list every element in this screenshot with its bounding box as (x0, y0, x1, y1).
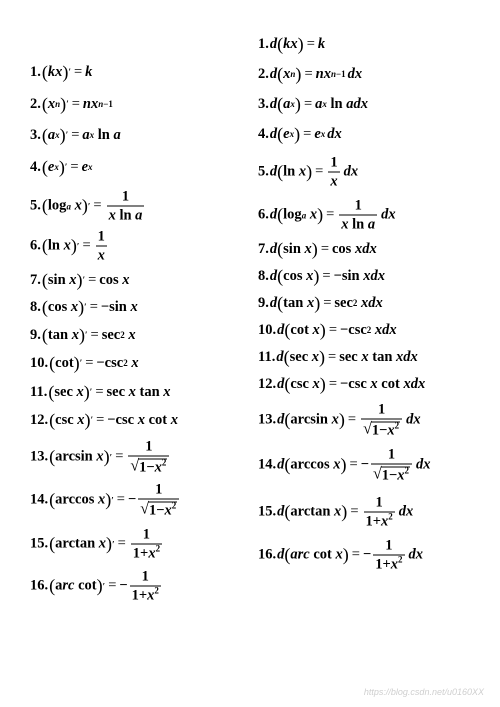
formula-number: 9. (30, 326, 41, 343)
differential-formula-7: 7. d ( sin x ) = cos xdx (258, 238, 377, 259)
formula-number: 2. (30, 95, 41, 112)
formula-number: 5. (258, 163, 269, 180)
formula-number: 4. (258, 125, 269, 142)
derivative-formula-14: 14. ( arccos x ) ′ = − 1 √ $1-x^2$ (30, 483, 181, 518)
formula-number: 6. (258, 206, 269, 223)
derivative-formula-4: 4. ( e x ) ′ = e x (30, 156, 93, 177)
formula-number: 15. (30, 535, 49, 552)
derivative-formula-1: 1. ( kx ) ′ = k (30, 61, 93, 82)
differential-formula-10: 10. d ( cot x ) = −csc 2 xdx (258, 319, 397, 340)
differential-formula-6: 6. d ( log a x ) = $\frac{1}{\text{x ln a}}$ dx (258, 197, 396, 232)
formula-number: 15. (258, 503, 277, 520)
differential-formula-15: 15. d ( arctan x ) = $\frac{1}{1+x^2}$ dx (258, 494, 414, 529)
formula-number: 13. (30, 448, 49, 465)
formula-number: 7. (30, 271, 41, 288)
derivative-formula-15: 15. ( arctan x ) ′ = $\frac{1}{1+x^2}$ (30, 526, 161, 561)
formula-number: 8. (258, 267, 269, 284)
formula-number: 10. (258, 321, 277, 338)
derivative-formula-2: 2. ( x n ) ′ = nx n−1 (30, 93, 113, 114)
derivative-formula-13: 13. ( arcsin x ) ′ = 1 √ $1-x^2$ (30, 440, 171, 475)
formula-number: 14. (258, 456, 277, 473)
differential-formula-2: 2. d ( x n ) = nx n−1 dx (258, 63, 363, 84)
formula-number: 5. (30, 197, 41, 214)
differential-formula-1: 1. d ( kx ) = k (258, 33, 326, 54)
derivative-formula-11: 11. ( sec x ) ′ = sec x tan x (30, 381, 171, 402)
derivative-formula-5: 5. ( log a x ) ′ = $\frac{1}{\text{x ln a}}$ (30, 188, 143, 223)
derivative-formula-7: 7. ( sin x ) ′ = cos x (30, 269, 130, 290)
formula-number: 10. (30, 354, 49, 371)
formula-number: 9. (258, 294, 269, 311)
formula-number: 1. (30, 63, 41, 80)
formula-number: 2. (258, 65, 269, 82)
derivative-formula-10: 10. ( cot ) ′ = −csc 2 x (30, 352, 139, 373)
differential-formula-13: 13. d ( arcsin x ) = 1 √ $1-x^2$ dx (258, 401, 421, 438)
derivative-formula-6: 6. ( ln x ) ′ = $\frac{1}{x}$ (30, 228, 105, 263)
formula-number: 14. (30, 491, 49, 508)
differential-formula-9: 9. d ( tan x ) = sec 2 xdx (258, 292, 383, 313)
watermark: https://blog.csdn.net/u0160XX (363, 687, 484, 697)
differential-formula-14: 14. d ( arccos x ) = − 1 √ $1-x^2$ dx (258, 446, 431, 483)
formula-number: 6. (30, 237, 41, 254)
formula-number: 4. (30, 158, 41, 175)
derivative-formula-9: 9. ( tan x ) ′ = sec 2 x (30, 324, 136, 345)
differential-formula-12: 12. d ( csc x ) = −csc x cot xdx (258, 373, 426, 394)
formula-number: 8. (30, 298, 41, 315)
differential-formula-4: 4. d ( e x ) = e x dx (258, 123, 342, 144)
formula-number: 16. (258, 546, 277, 563)
formula-number: 11. (258, 348, 276, 365)
derivative-formula-8: 8. ( cos x ) ′ = −sin x (30, 296, 138, 317)
formula-number: 12. (30, 411, 49, 428)
derivative-formula-12: 12. ( csc x ) ′ = −csc x cot x (30, 409, 178, 430)
differential-formula-11: 11. d ( sec x ) = sec x tan xdx (258, 346, 418, 367)
formula-number: 7. (258, 240, 269, 257)
formula-number: 3. (30, 126, 41, 143)
formula-number: 16. (30, 577, 49, 594)
differential-formula-8: 8. d ( cos x ) = −sin xdx (258, 265, 385, 286)
formula-number: 1. (258, 35, 269, 52)
differential-formula-5: 5. d ( ln x ) = $\frac{1}{x}$ dx (258, 154, 359, 189)
formula-number: 3. (258, 95, 269, 112)
differential-formula-16: 16. d ( arc cot x ) = − $\frac{1}{1+x^2}$ dx (258, 537, 424, 572)
formula-number: 13. (258, 411, 277, 428)
formula-number: 12. (258, 375, 277, 392)
derivative-formula-3: 3. ( a x ) ′ = a x ln a (30, 124, 121, 145)
derivative-formula-16: 16. ( a rc cot ) ′ = − $\frac{1}{1+x^2}$ (30, 568, 159, 603)
differential-formula-3: 3. d ( a x ) = a x ln adx (258, 93, 368, 114)
formula-number: 11. (30, 383, 48, 400)
